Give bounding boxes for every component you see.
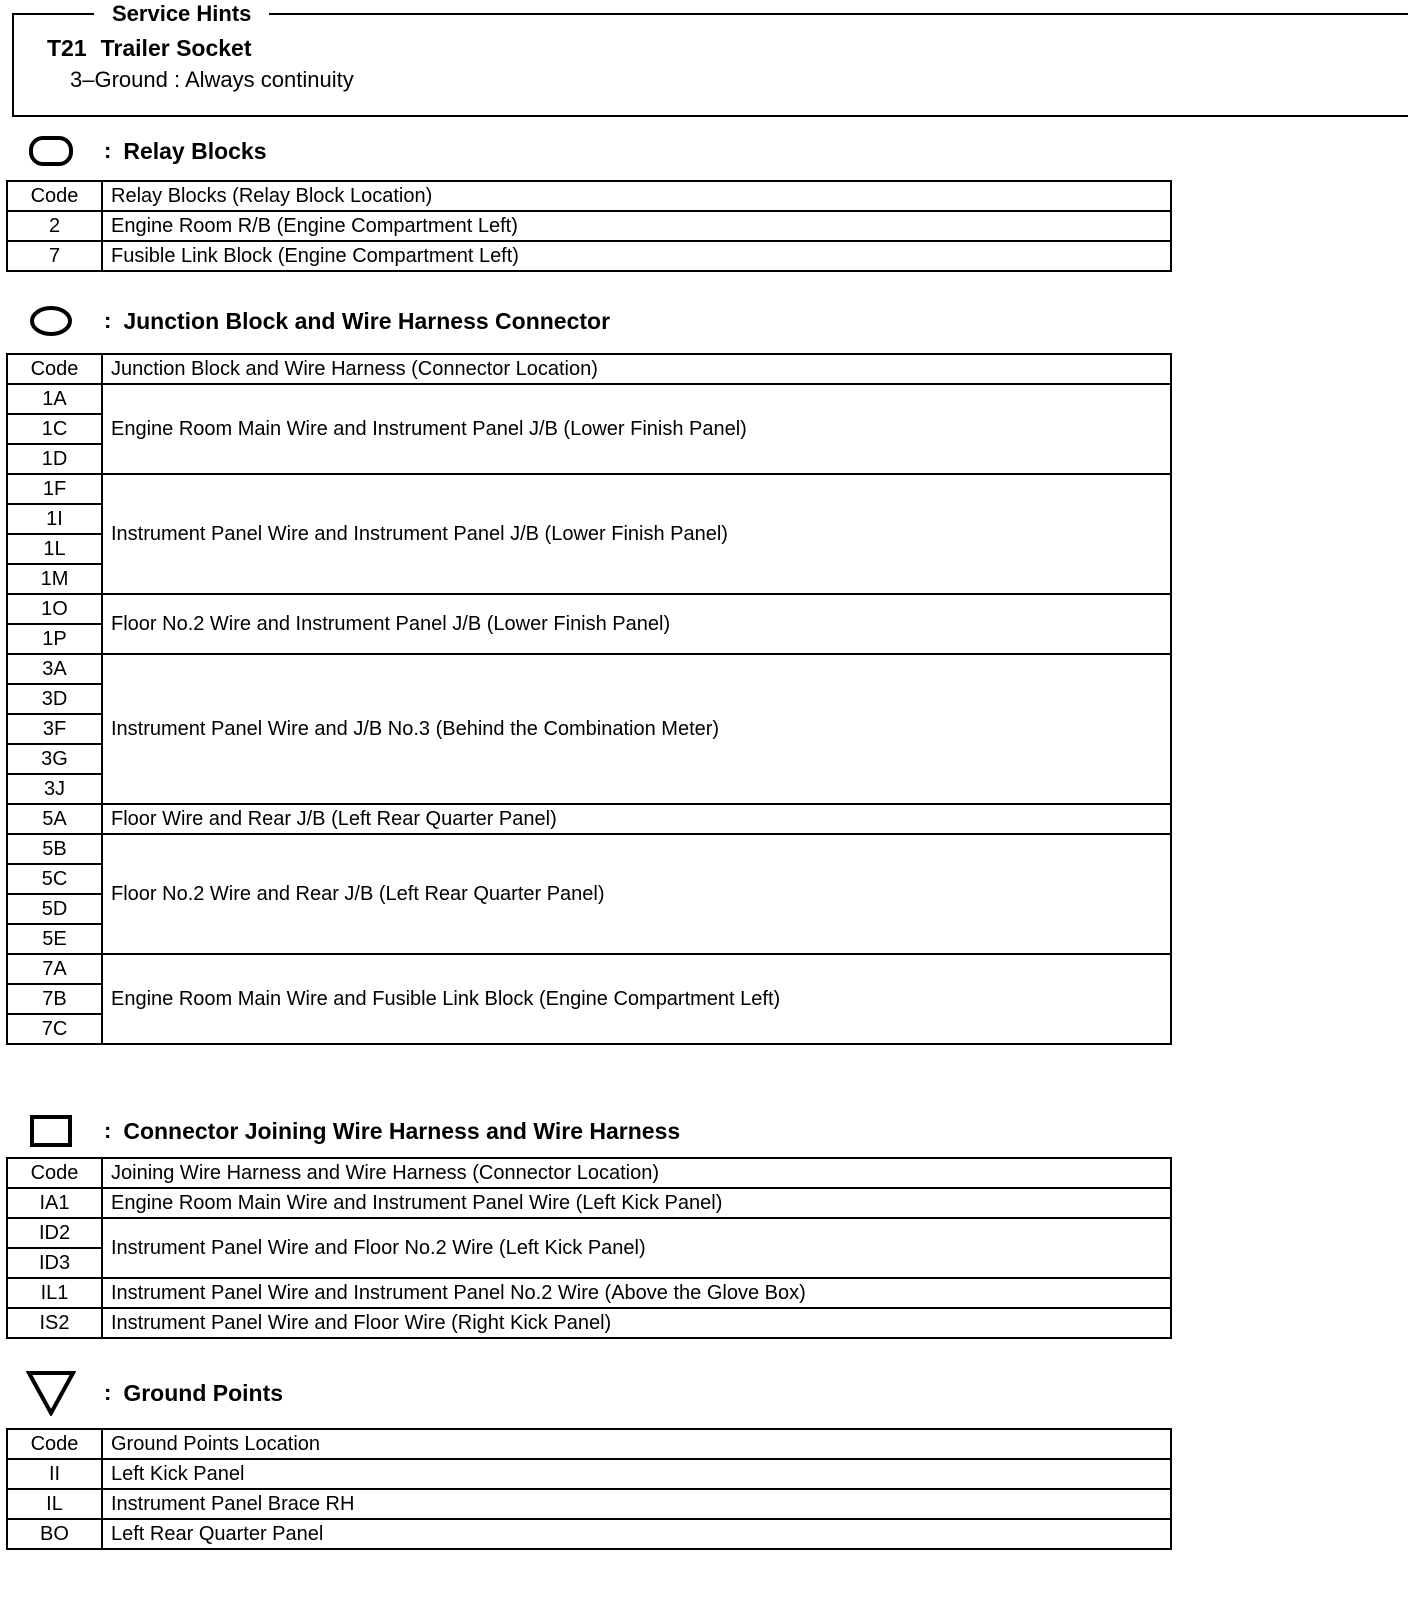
table-row: [7, 474, 1171, 504]
row-code: 5E: [7, 924, 102, 954]
row-code: 3A: [7, 654, 102, 684]
table-row: [7, 804, 1171, 834]
row-code: 3J: [7, 774, 102, 804]
row-code: 7B: [7, 984, 102, 1014]
row-desc: Fusible Link Block (Engine Compartment Left): [102, 241, 1171, 271]
row-code: IS2: [7, 1308, 102, 1338]
ground-points-table: [6, 1428, 1172, 1550]
row-code: 1L: [7, 534, 102, 564]
row-desc: Floor No.2 Wire and Rear J/B (Left Rear Quarter Panel): [102, 834, 1171, 954]
row-desc: Engine Room Main Wire and Instrument Panel Wire (Left Kick Panel): [102, 1188, 1171, 1218]
row-desc: Instrument Panel Wire and Instrument Panel No.2 Wire (Above the Glove Box): [102, 1278, 1171, 1308]
table-row: [7, 1278, 1171, 1308]
row-code: ID2: [7, 1218, 102, 1248]
row-code: 1C: [7, 414, 102, 444]
connector-colon: :: [104, 1118, 112, 1143]
service-hints-title: [47, 35, 266, 62]
row-desc: Floor No.2 Wire and Instrument Panel J/B (Lower Finish Panel): [102, 594, 1171, 654]
service-hints-line: 3–Ground : Always continuity: [70, 67, 354, 92]
row-code: 3G: [7, 744, 102, 774]
row-code: 1A: [7, 384, 102, 414]
row-code: 5D: [7, 894, 102, 924]
header-desc: Ground Points Location: [102, 1429, 1171, 1459]
row-desc: Instrument Panel Wire and Instrument Panel J/B (Lower Finish Panel): [102, 474, 1171, 594]
row-code: 3D: [7, 684, 102, 714]
service-hints-code: T21: [47, 35, 87, 61]
table-row: [7, 1459, 1171, 1489]
connector-heading: [26, 1111, 680, 1151]
table-row: [7, 1218, 1171, 1248]
rounded-rectangle-icon: [26, 131, 76, 171]
row-desc: Left Rear Quarter Panel: [102, 1519, 1171, 1549]
row-code: 1P: [7, 624, 102, 654]
row-code: 7A: [7, 954, 102, 984]
ground-points-colon: :: [104, 1380, 112, 1405]
table-row: [7, 654, 1171, 684]
header-code: Code: [7, 354, 102, 384]
table-row: [7, 1519, 1171, 1549]
row-code: IL1: [7, 1278, 102, 1308]
row-code: BO: [7, 1519, 102, 1549]
row-code: 1D: [7, 444, 102, 474]
header-code: Code: [7, 1429, 102, 1459]
row-desc: Engine Room R/B (Engine Compartment Left): [102, 211, 1171, 241]
row-desc: Instrument Panel Wire and J/B No.3 (Behind the Combination Meter): [102, 654, 1171, 804]
table-header-row: [7, 181, 1171, 211]
connector-table: [6, 1157, 1172, 1339]
oval-icon: [26, 301, 76, 341]
row-code: II: [7, 1459, 102, 1489]
row-code: 5B: [7, 834, 102, 864]
row-code: IA1: [7, 1188, 102, 1218]
square-icon: [26, 1111, 76, 1151]
row-desc: Engine Room Main Wire and Instrument Panel J/B (Lower Finish Panel): [102, 384, 1171, 474]
table-row: [7, 1308, 1171, 1338]
service-hints-name: Trailer Socket: [100, 35, 252, 61]
table-row: [7, 1188, 1171, 1218]
row-code: 5A: [7, 804, 102, 834]
table-header-row: [7, 1429, 1171, 1459]
table-row: [7, 1489, 1171, 1519]
row-code: 7: [7, 241, 102, 271]
junction-block-title: Junction Block and Wire Harness Connector: [123, 307, 611, 334]
row-desc: Instrument Panel Brace RH: [102, 1489, 1171, 1519]
row-code: 1O: [7, 594, 102, 624]
junction-block-table: [6, 353, 1172, 1045]
connector-title: Connector Joining Wire Harness and Wire Harness: [123, 1117, 681, 1144]
row-desc: Floor Wire and Rear J/B (Left Rear Quarter Panel): [102, 804, 1171, 834]
relay-blocks-table: [6, 180, 1172, 272]
inverted-triangle-icon: [26, 1373, 76, 1413]
row-code: 1I: [7, 504, 102, 534]
header-code: Code: [7, 1158, 102, 1188]
row-desc: Engine Room Main Wire and Fusible Link Block (Engine Compartment Left): [102, 954, 1171, 1044]
ground-points-title: Ground Points: [123, 1379, 284, 1406]
service-hints-box: [12, 1, 1408, 117]
table-row: [7, 384, 1171, 414]
row-code: ID3: [7, 1248, 102, 1278]
table-row: [7, 211, 1171, 241]
table-header-row: [7, 1158, 1171, 1188]
row-desc: Instrument Panel Wire and Floor Wire (Right Kick Panel): [102, 1308, 1171, 1338]
row-desc: Instrument Panel Wire and Floor No.2 Wire (Left Kick Panel): [102, 1218, 1171, 1278]
junction-block-heading: [26, 301, 610, 341]
table-header-row: [7, 354, 1171, 384]
row-code: IL: [7, 1489, 102, 1519]
header-code: Code: [7, 181, 102, 211]
relay-blocks-title: Relay Blocks: [123, 137, 267, 164]
relay-blocks-colon: :: [104, 138, 112, 163]
row-desc: Left Kick Panel: [102, 1459, 1171, 1489]
row-code: 1F: [7, 474, 102, 504]
row-code: 7C: [7, 1014, 102, 1044]
table-row: [7, 834, 1171, 864]
header-desc: Joining Wire Harness and Wire Harness (Connector Location): [102, 1158, 1171, 1188]
table-row: [7, 954, 1171, 984]
service-hints-legend: Service Hints: [94, 1, 269, 27]
ground-points-heading: [26, 1373, 283, 1413]
row-code: 1M: [7, 564, 102, 594]
row-code: 5C: [7, 864, 102, 894]
relay-blocks-heading: [26, 131, 267, 171]
row-code: 2: [7, 211, 102, 241]
table-row: [7, 594, 1171, 624]
header-desc: Junction Block and Wire Harness (Connector Location): [102, 354, 1171, 384]
table-row: [7, 241, 1171, 271]
junction-block-colon: :: [104, 308, 112, 333]
header-desc: Relay Blocks (Relay Block Location): [102, 181, 1171, 211]
row-code: 3F: [7, 714, 102, 744]
